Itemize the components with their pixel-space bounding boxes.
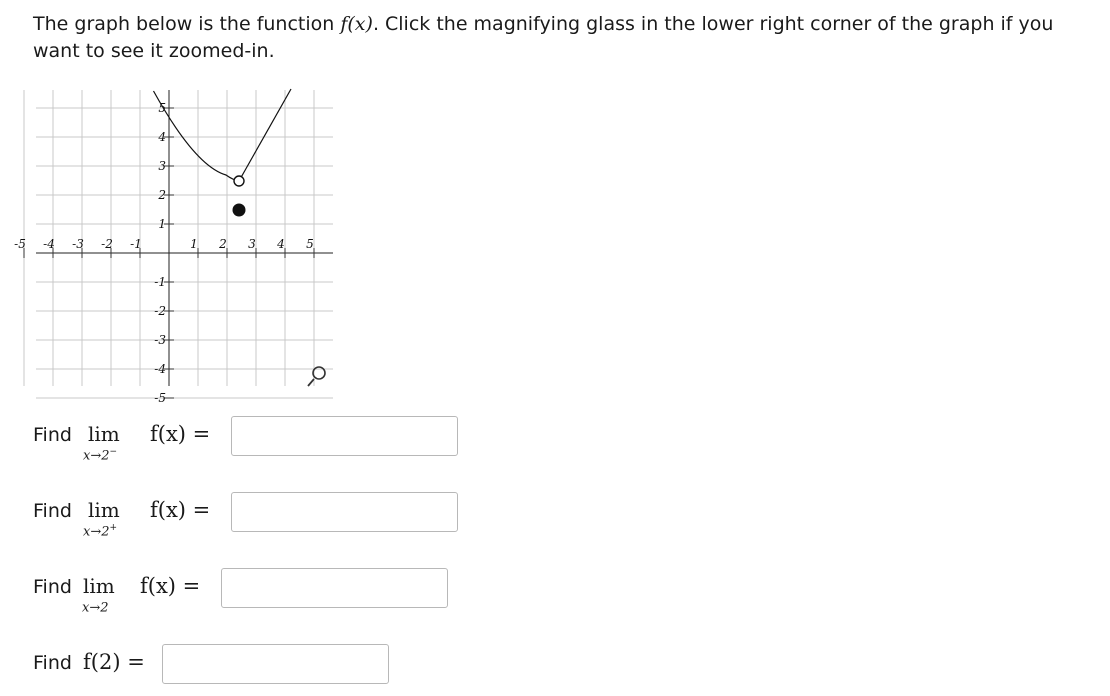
lim-subscript: x→2− bbox=[83, 447, 118, 464]
right-branch-line bbox=[239, 89, 291, 181]
right-limit-answer-input[interactable] bbox=[231, 492, 458, 532]
graph-grid bbox=[24, 90, 333, 398]
x-tick-label: -5 bbox=[14, 237, 26, 251]
y-tick-label: 1 bbox=[158, 217, 166, 231]
x-tick-label: 4 bbox=[277, 237, 285, 251]
find-label: Find bbox=[33, 576, 72, 598]
x-tick-label: -4 bbox=[43, 237, 55, 251]
function-graph bbox=[14, 88, 338, 405]
x-tick-label: 3 bbox=[248, 237, 256, 251]
prompt-function: f(x) bbox=[340, 13, 373, 35]
y-tick-label: 3 bbox=[158, 159, 166, 173]
x-tick-label: 5 bbox=[306, 237, 314, 251]
find-label: Find bbox=[33, 500, 72, 522]
function-value-expression: f(2) = bbox=[83, 650, 145, 674]
y-tick-label: -1 bbox=[154, 275, 166, 289]
magnifying-glass-icon[interactable] bbox=[308, 367, 325, 386]
find-label: Find bbox=[33, 652, 72, 674]
function-expression: f(x) = bbox=[150, 498, 211, 522]
function-value-answer-input[interactable] bbox=[162, 644, 389, 684]
function-expression: f(x) = bbox=[150, 422, 211, 446]
lim-label: lim bbox=[88, 498, 120, 522]
y-tick-label: 4 bbox=[158, 130, 166, 144]
question-prompt bbox=[33, 11, 1093, 65]
x-tick-label: -2 bbox=[101, 237, 113, 251]
y-tick-label: 2 bbox=[158, 188, 166, 202]
closed-point bbox=[233, 204, 246, 217]
prompt-text-end: . Click the magnifying glass in the lower right corner of the graph if you want to see it zoomed-in. bbox=[33, 13, 1054, 62]
function-expression: f(x) = bbox=[140, 574, 201, 598]
y-tick-label: -5 bbox=[154, 391, 166, 405]
lim-label: lim bbox=[88, 422, 120, 446]
y-tick-label: -4 bbox=[154, 362, 166, 376]
lim-label: lim bbox=[83, 574, 115, 598]
x-tick-label: 2 bbox=[219, 237, 227, 251]
lim-subscript: x→2 bbox=[82, 600, 109, 616]
y-tick-label: -3 bbox=[154, 333, 166, 347]
x-tick-label: 1 bbox=[190, 237, 198, 251]
left-branch-curve bbox=[154, 91, 240, 181]
find-label: Find bbox=[33, 424, 72, 446]
x-tick-label: -1 bbox=[130, 237, 142, 251]
prompt-text-start: The graph below is the function bbox=[33, 13, 341, 35]
two-sided-limit-answer-input[interactable] bbox=[221, 568, 448, 608]
x-tick-label: -3 bbox=[72, 237, 84, 251]
y-tick-label: 5 bbox=[158, 101, 166, 115]
open-point bbox=[234, 176, 244, 186]
lim-subscript: x→2+ bbox=[83, 523, 118, 540]
left-limit-answer-input[interactable] bbox=[231, 416, 458, 456]
y-tick-label: -2 bbox=[154, 304, 166, 318]
